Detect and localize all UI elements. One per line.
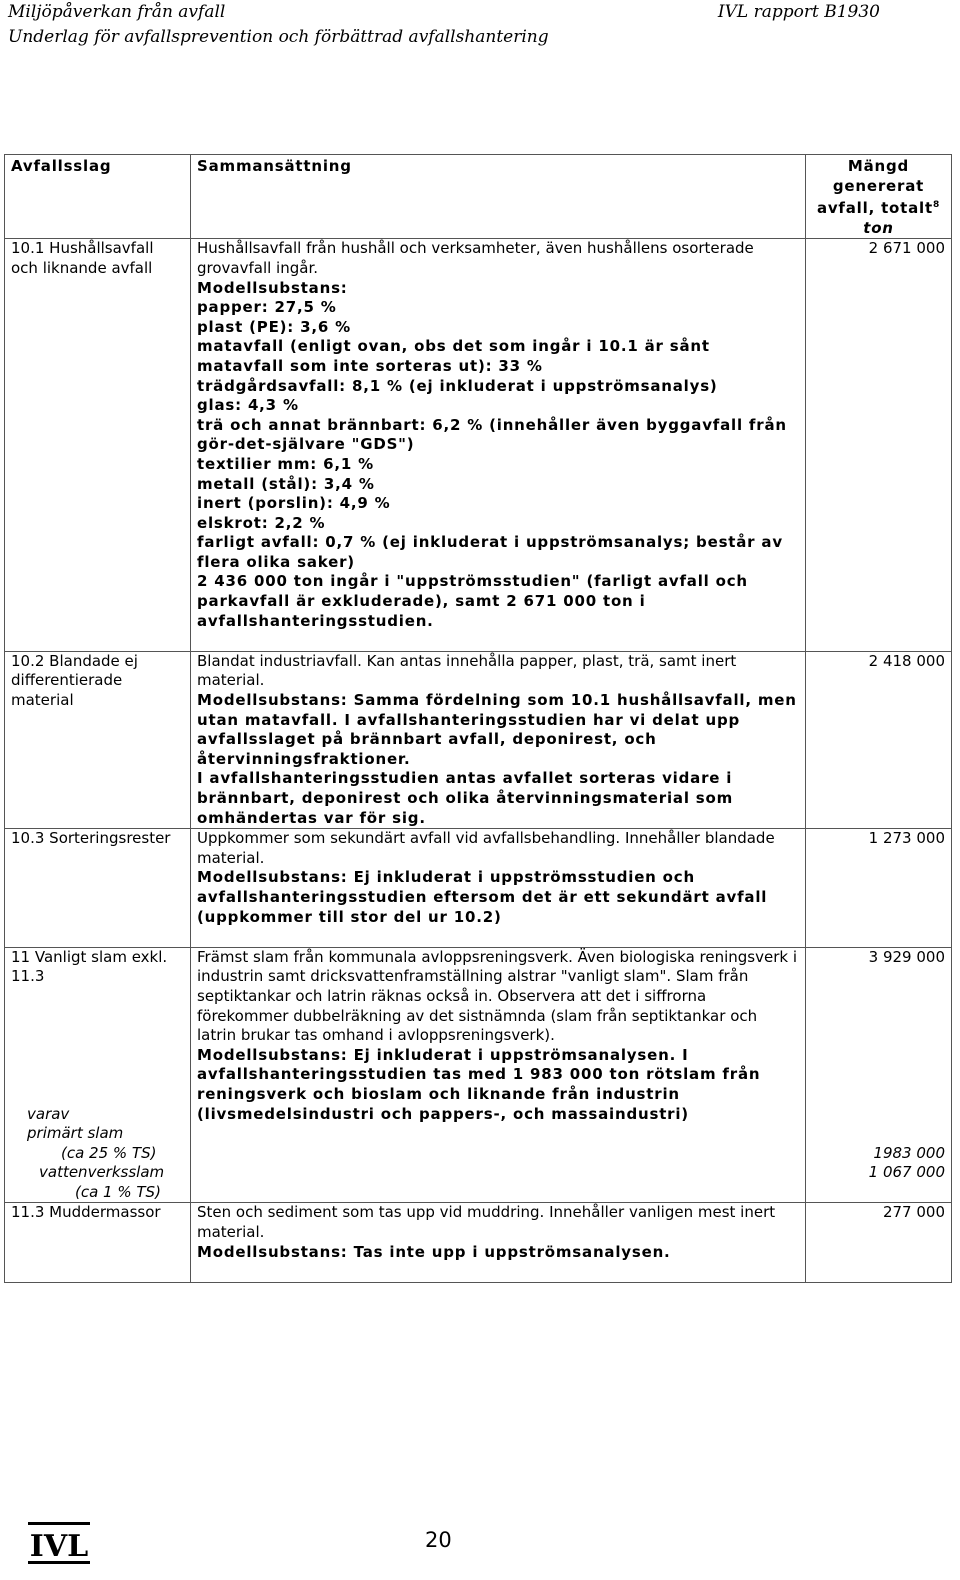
waste-table (4, 154, 952, 1283)
model-substance-line: trädgårdsavfall: 8,1 % (ej inkluderat i uppströmsanalys) (197, 376, 718, 395)
composition-cell (191, 651, 806, 828)
logo-text: IVL (29, 1529, 89, 1564)
amount-cell: 2 671 000 (806, 239, 952, 651)
model-substance-line: elskrot: 2,2 % (197, 513, 326, 532)
ivl-logo (28, 1520, 90, 1566)
sub-label: vattenverksslam (39, 1163, 165, 1182)
table-header-row (5, 155, 952, 239)
header-title: Miljöpåverkan från avfall (8, 2, 226, 22)
table-row (5, 239, 952, 651)
ivl-logo-icon (28, 1520, 90, 1566)
table-row (5, 651, 952, 828)
sub-amount: 1983 000 (873, 1143, 945, 1162)
sub-label: (ca 1 % TS) (75, 1182, 161, 1201)
running-header-left (8, 0, 549, 50)
model-substance-line: farligt avfall: 0,7 % (ej inkluderat i uppströmsanalys; består av flera olika saker) (197, 533, 783, 571)
waste-type-cell (5, 947, 191, 1203)
waste-type-cell: 10.3 Sorteringsrester (5, 829, 191, 948)
sub-label: primärt slam (27, 1124, 124, 1143)
header-subtitle: Underlag för avfallsprevention och förbättrad avfallshantering (8, 27, 549, 47)
table-row (5, 1203, 952, 1282)
model-substance-text: Modellsubstans: Samma fördelning som 10.1 hushållsavfall, men utan matavfall. I avfallshanteringsstudien har vi delat upp avfallsslaget på brännbart avfall, deponirest, och återvinningsfraktioner. (197, 691, 797, 768)
model-substance-line: Modellsubstans: (197, 278, 348, 297)
col-header-composition: Sammansättning (191, 155, 806, 239)
model-substance-line: metall (stål): 3,4 % (197, 474, 375, 493)
col-header-amount-line: genererat (832, 176, 925, 195)
composition-text: Hushållsavfall från hushåll och verksamheter, även hushållens osorterade grovavfall ingår. (197, 239, 754, 277)
amount-cell: 1 273 000 (806, 829, 952, 948)
model-substance-line: glas: 4,3 % (197, 396, 299, 415)
model-substance-line: trä och annat brännbart: 6,2 % (innehåller även byggavfall från gör-det-självare "GDS") (197, 415, 787, 454)
composition-text: Blandat industriavfall. Kan antas innehålla papper, plast, trä, samt inert material. (197, 651, 737, 690)
composition-text: Främst slam från kommunala avloppsreningsverk. Även biologiska reningsverk i industrin samt dricksvattenframställning alstrar "vanligt slam". Slam från septiktankar och latrin räknas också in. Observera att det i siffrorna förekommer dubbelräkning av det sistnämnda (slam från septiktankar och latrin brukar tas omhand i avloppsreningsverk). (197, 947, 798, 1045)
waste-type-cell: 10.1 Hushållsavfall och liknande avfall (5, 239, 191, 651)
composition-text: Sten och sediment som tas upp vid muddring. Innehåller vanligen mest inert material. (197, 1203, 776, 1242)
composition-text: Uppkommer som sekundärt avfall vid avfallsbehandling. Innehåller blandade material. (197, 829, 775, 867)
model-substance-text: Modellsubstans: Ej inkluderat i uppströmsanalysen. I avfallshanteringsstudien tas med 1 983 000 ton rötslam från reningsverk och bioslam och liknande från industrin (livsmedelsindustri och pappers-, och massaindustri) (197, 1045, 761, 1123)
composition-cell (191, 1203, 806, 1282)
table-row (5, 947, 952, 1203)
model-substance-line: inert (porslin): 4,9 % (197, 494, 391, 513)
composition-cell (191, 947, 806, 1203)
col-header-amount-line: Mängd (847, 157, 910, 175)
amount-cell: 277 000 (806, 1203, 952, 1282)
waste-type-cell: 10.2 Blandade ej differentierade material (5, 651, 191, 828)
model-substance-line: matavfall (enligt ovan, obs det som ingår i 10.1 är sånt matavfall som inte sorteras ut): 33 % (197, 337, 710, 375)
model-substance-line: plast (PE): 3,6 % (197, 317, 351, 336)
composition-cell (191, 829, 806, 948)
waste-type-cell: 11.3 Muddermassor (5, 1203, 191, 1282)
sub-label: varav (27, 1104, 70, 1123)
col-header-waste-type: Avfallsslag (5, 155, 191, 239)
composition-cell (191, 239, 806, 651)
model-substance-text: Modellsubstans: Tas inte upp i uppströmsanalysen. (197, 1242, 671, 1261)
amount-cell (806, 947, 952, 1203)
sub-amount: 1 067 000 (868, 1163, 945, 1182)
model-substance-text: I avfallshanteringsstudien antas avfallet sorteras vidare i brännbart, deponirest och olika återvinningsmaterial som omhändertas var för sig. (197, 769, 734, 827)
waste-type-label: 11 Vanligt slam exkl. 11.3 (11, 947, 168, 986)
col-header-amount (806, 155, 952, 239)
page-number: 20 (425, 1528, 452, 1552)
model-substance-text: Modellsubstans: Ej inkluderat i uppströmsstudien och avfallshanteringsstudien eftersom det är ett sekundärt avfall (uppkommer till stor del ur 10.2) (197, 868, 768, 926)
model-substance-line: papper: 27,5 % (197, 298, 337, 317)
amount-total: 3 929 000 (868, 947, 945, 966)
table-row (5, 829, 952, 948)
col-header-amount-line: avfall, totalt$^8$ (816, 199, 941, 218)
sub-label: (ca 25 % TS) (61, 1143, 157, 1162)
col-header-amount-unit: ton (863, 218, 894, 237)
amount-cell: 2 418 000 (806, 651, 952, 828)
model-substance-line: textilier mm: 6,1 % (197, 454, 374, 473)
footnote-marker: 8 (932, 200, 941, 211)
running-header-report-id: IVL rapport B1930 (717, 2, 880, 22)
model-substance-line: 2 436 000 ton ingår i "uppströmsstudien" (farligt avfall och parkavfall är exkluderade), samt 2 671 000 ton i avfallshanteringsstudien. (197, 572, 748, 630)
